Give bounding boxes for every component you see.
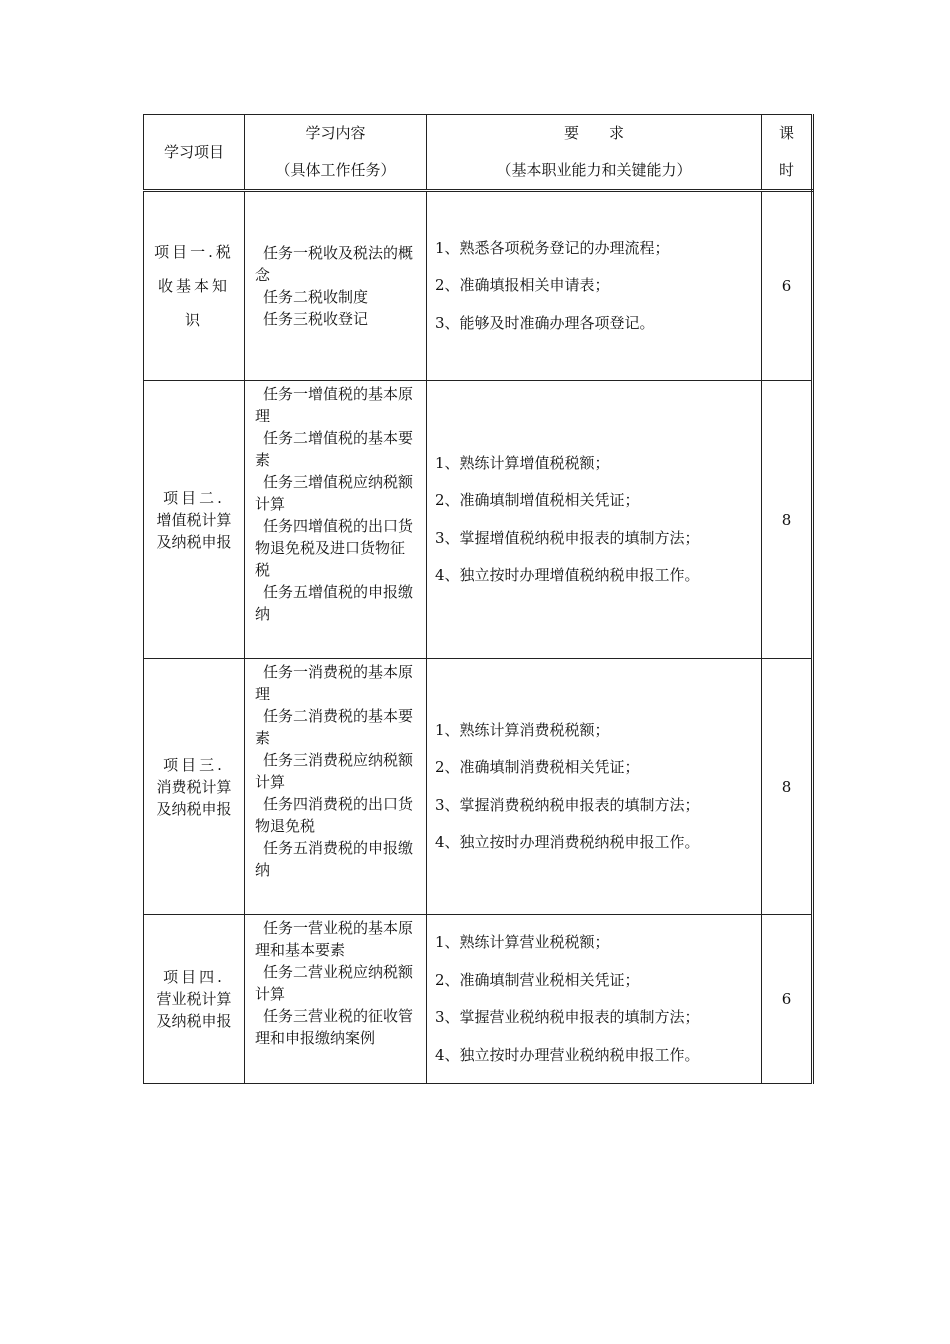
requirements-cell (427, 915, 762, 1084)
requirement-item: 4、独立按时办理消费税纳税申报工作。 (435, 833, 700, 851)
task-item: 任务四消费税的出口货物退免税 (255, 795, 414, 835)
requirement-item: 3、能够及时准确办理各项登记。 (435, 313, 655, 332)
header-row (144, 115, 813, 191)
task-item: 任务二营业税应纳税额计算 (255, 963, 414, 1003)
header-req-title: 要 求 (563, 124, 624, 142)
project-line: 及纳税申报 (156, 1012, 232, 1030)
header-content (245, 115, 427, 191)
task-item: 任务一营业税的基本原理和基本要素 (255, 919, 414, 959)
task-item: 任务三营业税的征收管理和申报缴纳案例 (255, 1007, 414, 1047)
requirement-item: 2、准确填制营业税相关凭证； (435, 970, 640, 989)
hours-cell: 8 (762, 381, 813, 659)
task-item: 任务二税收制度 (263, 288, 369, 306)
tasks-cell (245, 191, 427, 381)
requirement-item: 4、独立按时办理增值税纳税申报工作。 (435, 566, 700, 584)
project-cell (144, 915, 245, 1084)
task-item: 任务三增值税应纳税额计算 (255, 473, 414, 513)
requirements-cell (427, 381, 762, 659)
requirements-cell (427, 191, 762, 381)
requirement-item: 3、掌握增值税纳税申报表的填制方法； (435, 528, 700, 547)
requirement-item: 2、准确填制增值税相关凭证； (435, 491, 640, 509)
requirement-item: 1、熟练计算营业税税额； (435, 933, 610, 951)
table-row (144, 915, 813, 1084)
project-line: 消费税计算 (156, 777, 232, 796)
header-hours (762, 115, 813, 191)
curriculum-table (143, 114, 814, 1084)
task-item: 任务五消费税的申报缴纳 (255, 839, 414, 879)
task-item: 任务二增值税的基本要素 (255, 429, 414, 469)
project-line: 增值税计算 (156, 510, 232, 529)
requirement-item: 1、熟练计算增值税税额； (435, 453, 610, 472)
requirement-item: 1、熟悉各项税务登记的办理流程； (435, 238, 670, 257)
project-line: 及纳税申报 (156, 532, 232, 551)
header-hours-2: 时 (778, 161, 794, 179)
header-req-sub: （基本职业能力和关键能力） (496, 161, 692, 179)
project-line: 项目三. (163, 755, 225, 774)
project-cell (144, 659, 245, 915)
requirement-item: 2、准确填制消费税相关凭证； (435, 758, 640, 776)
requirement-item: 2、准确填报相关申请表； (435, 276, 610, 295)
requirement-item: 1、熟练计算消费税税额； (435, 720, 610, 739)
header-content-title: 学习内容 (305, 124, 366, 142)
table-row (144, 191, 813, 381)
requirement-item: 4、独立按时办理营业税纳税申报工作。 (435, 1045, 700, 1064)
task-item: 任务二消费税的基本要素 (255, 707, 414, 747)
project-line: 营业税计算 (156, 990, 232, 1008)
project-line: 项目一.税 (154, 243, 234, 261)
task-item: 任务三消费税应纳税额计算 (255, 751, 414, 791)
header-project: 学习项目 (144, 115, 245, 191)
hours-cell: 8 (762, 659, 813, 915)
header-hours-1: 课 (778, 124, 794, 142)
requirement-item: 3、掌握消费税纳税申报表的填制方法； (435, 795, 700, 814)
header-content-sub: （具体工作任务） (275, 161, 396, 179)
task-item: 任务五增值税的申报缴纳 (255, 583, 414, 623)
task-item: 任务三税收登记 (263, 310, 369, 328)
task-item: 任务四增值税的出口货物退免税及进口货物征税 (255, 517, 414, 579)
hours-cell: 6 (762, 915, 813, 1084)
header-requirements (427, 115, 762, 191)
task-item: 任务一税收及税法的概念 (255, 244, 414, 284)
tasks-cell (245, 381, 427, 659)
table-row (144, 381, 813, 659)
requirement-item: 3、掌握营业税纳税申报表的填制方法； (435, 1008, 700, 1026)
hours-cell: 6 (762, 191, 813, 381)
project-line: 项目四. (163, 968, 225, 986)
project-line: 项目二. (163, 488, 225, 507)
project-line: 及纳税申报 (156, 799, 232, 818)
task-item: 任务一增值税的基本原理 (255, 385, 414, 425)
table-row (144, 659, 813, 915)
project-cell (144, 381, 245, 659)
project-cell (144, 191, 245, 381)
requirements-cell (427, 659, 762, 915)
project-line: 收基本知识 (157, 277, 230, 329)
tasks-cell (245, 659, 427, 915)
tasks-cell (245, 915, 427, 1084)
task-item: 任务一消费税的基本原理 (255, 663, 414, 703)
